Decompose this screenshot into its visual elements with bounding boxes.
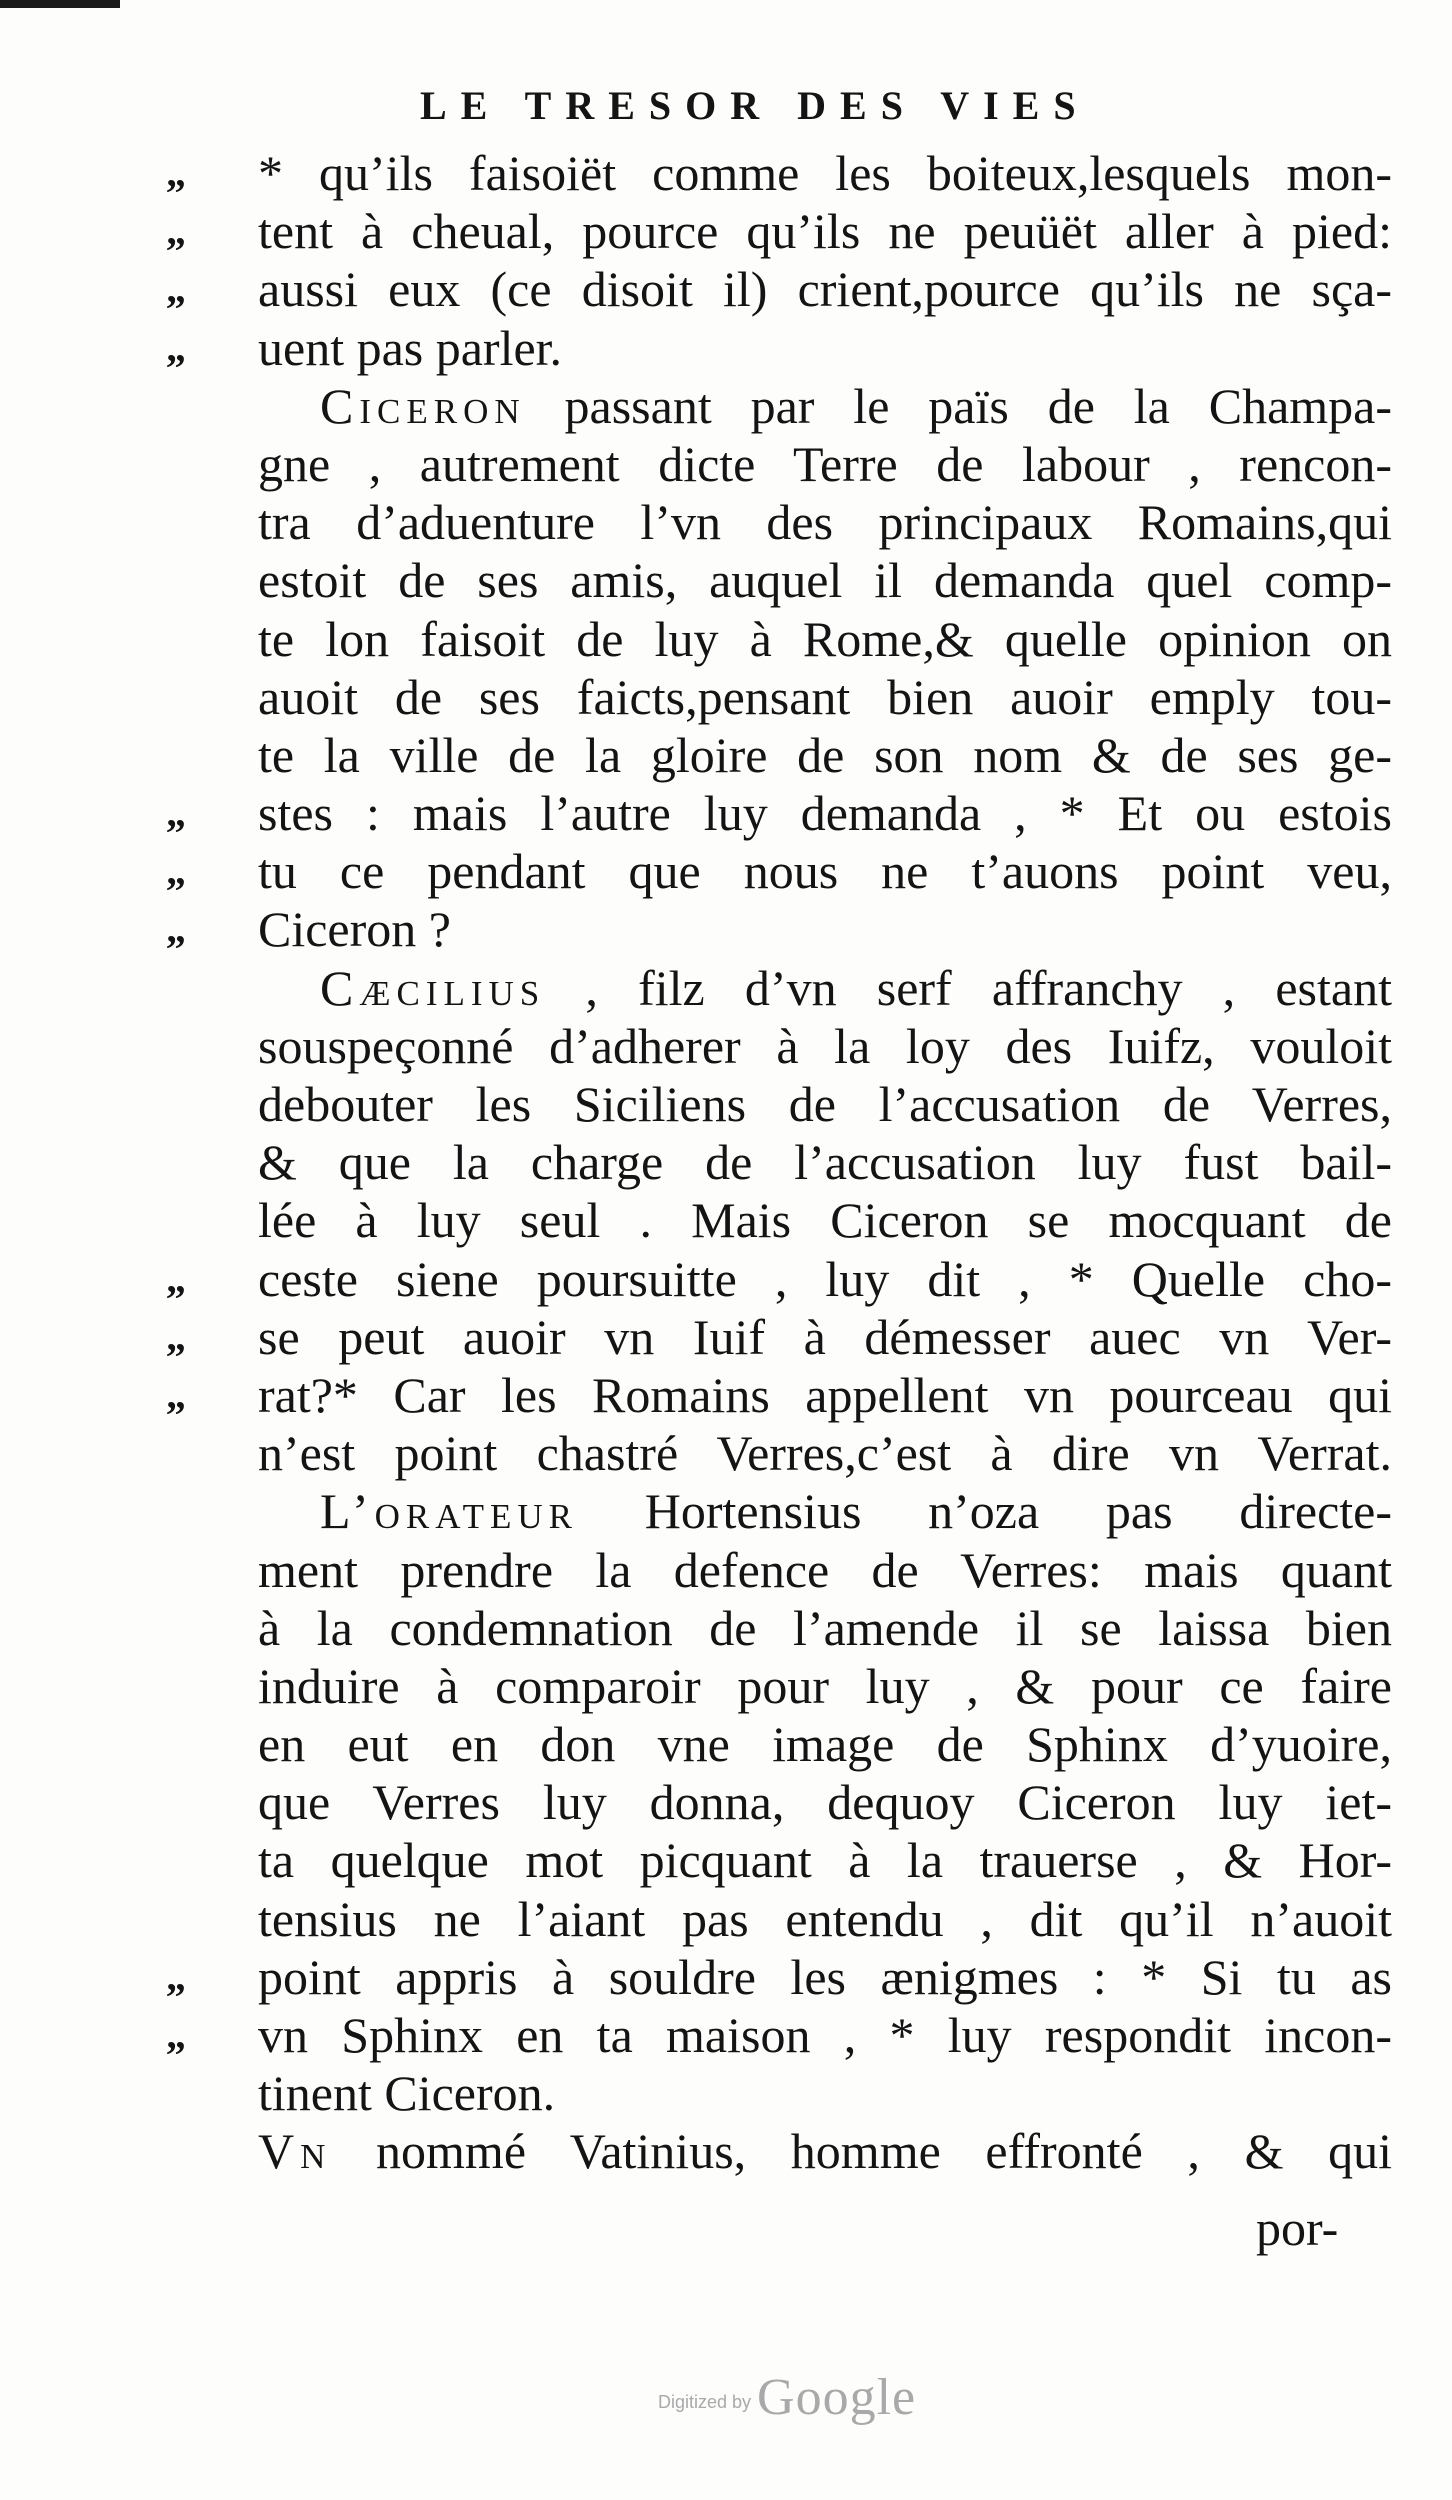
line-text: , filz d’vn serf affranchy , estant [545,959,1392,1016]
line-text: passant par le païs de la Champa- [525,377,1392,434]
text-line [258,1599,1392,1657]
line-text: souspeçonné d’adherer à la loy des Iuifz, vouloit [258,1017,1392,1074]
line-text: que Verres luy donna, dequoy Ciceron luy iet- [258,1774,1392,1831]
line-text: en eut en don vne image de Sphinx d’yuoire, [258,1716,1392,1773]
watermark-prefix: Digitized by [658,2392,752,2412]
text-line [258,1831,1392,1889]
line-text: aussi eux (ce disoit il) crient,pource qu’ils ne sça- [258,261,1392,318]
line-text: estoit de ses amis, auquel il demanda quel comp- [258,552,1392,609]
text-line [258,435,1392,493]
quotation-margin-mark: „ [166,848,188,894]
line-text: Ciceron ? [258,901,451,958]
text-line [258,1541,1392,1599]
text-line [166,144,1392,202]
running-head: LE TRESOR DES VIES [420,83,1090,128]
text-line [258,1191,1392,1249]
quotation-margin-mark: „ [166,208,188,254]
text-line [258,1133,1392,1191]
line-text: stes : mais l’autre luy demanda , * Et ou estois [258,785,1392,842]
text-line [258,377,1392,435]
text-line [258,1715,1392,1773]
text-line [258,668,1392,726]
text-line [166,319,1392,377]
line-text: uent pas parler. [258,319,563,376]
text-line [166,1366,1392,1424]
text-line [258,1773,1392,1831]
line-text: se peut auoir vn Iuif à démesser auec vn Ver- [258,1308,1392,1365]
line-text: Hortensius n’oza pas directe- [578,1483,1392,1540]
line-text: tensius ne l’aiant pas entendu , dit qu’il n’auoit [258,1890,1392,1947]
line-text: nommé Vatinius, homme effronté , & qui [331,2123,1392,2180]
text-line [166,202,1392,260]
text-line [258,493,1392,551]
text-line [258,2122,1392,2180]
text-line [258,959,1392,1017]
small-caps-name: Ciceron [320,377,526,434]
line-text: tinent Ciceron. [258,2065,556,2122]
quotation-margin-mark: „ [166,266,188,312]
text-line [166,260,1392,318]
scan-edge-mark [0,0,120,8]
line-text: & que la charge de l’accusation luy fust bail- [258,1134,1392,1191]
line-text: tent à cheual, pource qu’ils ne peuüët aller à pied: [258,203,1392,260]
line-text: ta quelque mot picquant à la trauerse , & Hor- [258,1832,1392,1889]
text-line [258,2064,1392,2122]
quotation-margin-mark: „ [166,790,188,836]
text-line [166,900,1392,958]
line-text: rat?* Car les Romains appellent vn pourceau qui [258,1366,1392,1423]
text-line [258,551,1392,609]
text-line [258,610,1392,668]
quotation-margin-mark: „ [166,1255,188,1301]
quotation-margin-mark: „ [166,1953,188,1999]
text-line [166,1308,1392,1366]
line-text: gne , autrement dicte Terre de labour , rencon- [258,435,1392,492]
text-line [166,1250,1392,1308]
small-caps-name: Cæcilius [320,959,546,1016]
text-line [166,842,1392,900]
quotation-margin-mark: „ [166,1313,188,1359]
line-text: debouter les Siciliens de l’accusation de Verres, [258,1076,1392,1132]
body-text [166,144,1392,2181]
line-text: te lon faisoit de luy à Rome,& quelle opinion on [258,610,1392,667]
line-text: ceste siene poursuitte , luy dit , * Quelle cho- [258,1250,1392,1307]
text-line [258,1424,1392,1482]
quotation-margin-mark: „ [166,906,188,952]
digitized-watermark [658,2368,916,2427]
small-caps-name: L’orateur [320,1483,578,1540]
line-text: te la ville de la gloire de son nom & de ses ge- [258,726,1392,783]
google-logo: Google [757,2369,917,2426]
quotation-margin-mark: „ [166,324,188,370]
text-line [258,1657,1392,1715]
quotation-margin-mark: „ [166,2012,188,2057]
text-line [166,784,1392,842]
line-text: tu ce pendant que nous ne t’auons point veu, [258,843,1392,900]
line-text: point appris à souldre les ænigmes : * Si tu as [258,1948,1392,2005]
line-text: induire à comparoir pour luy , & pour ce faire [258,1657,1392,1714]
small-caps-name: Vn [258,2123,332,2180]
quotation-margin-mark: „ [166,150,188,195]
line-text: tra d’aduenture l’vn des principaux Romains,qui [258,494,1392,551]
quotation-margin-mark: „ [166,1371,188,1417]
line-text: ment prendre la defence de Verres: mais quant [258,1541,1392,1598]
text-line [166,2006,1392,2064]
text-line [258,726,1392,784]
line-text: lée à luy seul . Mais Ciceron se mocquant de [258,1192,1392,1249]
line-text: n’est point chastré Verres,c’est à dire vn Verrat. [258,1425,1392,1482]
line-text: vn Sphinx en ta maison , * luy respondit incon- [258,2007,1392,2063]
line-text: à la condemnation de l’amende il se laissa bien [258,1599,1392,1656]
text-line [258,1017,1392,1075]
text-line [258,1075,1392,1133]
line-text: * qu’ils faisoiët comme les boiteux,lesquels mon- [258,145,1392,201]
text-line [166,1948,1392,2006]
text-line [258,1890,1392,1948]
catchword: por- [1256,2200,1339,2256]
text-line [258,1482,1392,1540]
line-text: auoit de ses faicts,pensant bien auoir emply tou- [258,668,1392,725]
